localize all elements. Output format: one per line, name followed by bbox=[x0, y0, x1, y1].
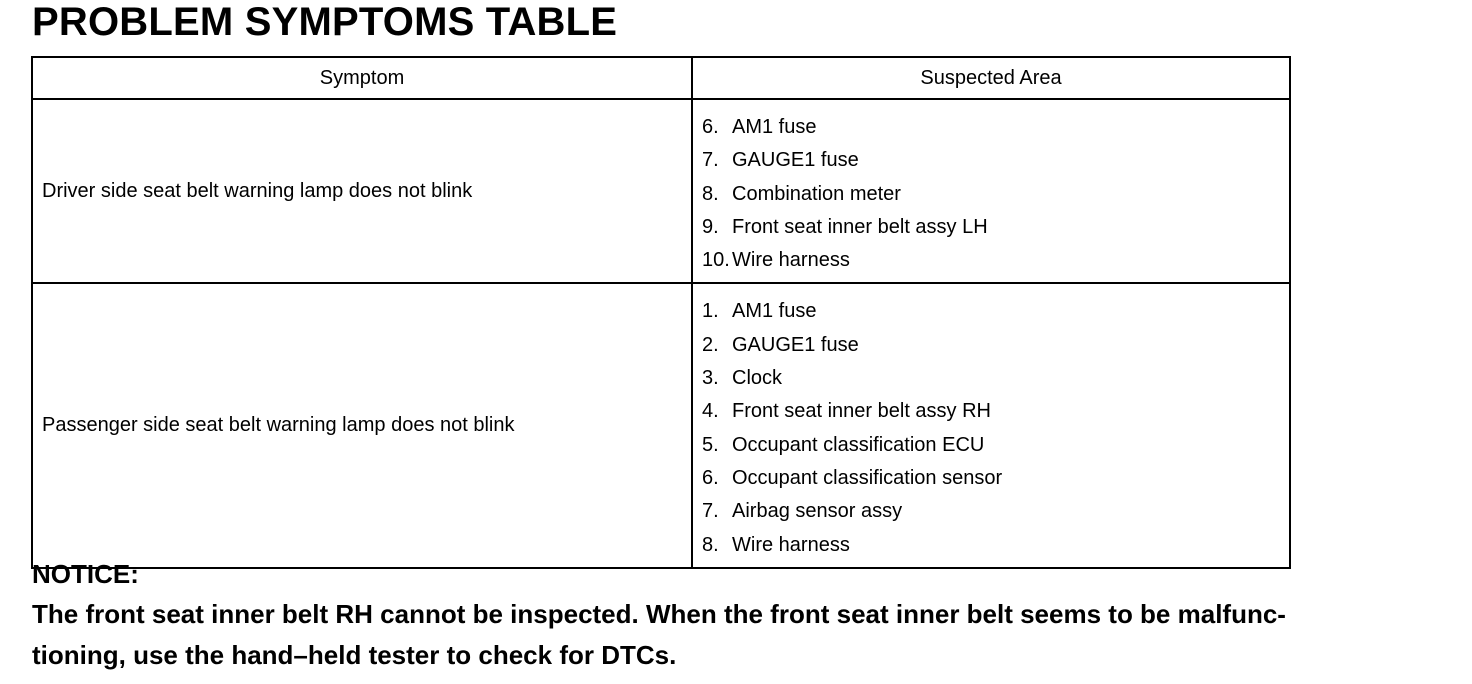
item-number: 6. bbox=[702, 116, 719, 138]
item-text: Clock bbox=[732, 367, 783, 390]
page-title: PROBLEM SYMPTOMS TABLE bbox=[32, 0, 618, 44]
list-item bbox=[702, 329, 1289, 362]
suspected-area-list bbox=[702, 111, 1289, 277]
list-item bbox=[702, 362, 1289, 395]
symptom-cell: Driver side seat belt warning lamp does not blink bbox=[32, 99, 692, 283]
item-number: 7. bbox=[702, 149, 719, 172]
notice-text bbox=[32, 594, 1472, 676]
item-number: 3. bbox=[702, 367, 719, 390]
suspected-area-list bbox=[702, 295, 1289, 561]
list-item bbox=[702, 429, 1289, 462]
list-item bbox=[702, 111, 1289, 144]
column-header-suspected-area: Suspected Area bbox=[692, 57, 1290, 99]
suspected-area-cell bbox=[692, 99, 1290, 283]
item-text: Wire harness bbox=[732, 249, 850, 272]
list-item bbox=[702, 211, 1289, 244]
suspected-area-cell bbox=[692, 283, 1290, 567]
item-text: GAUGE1 fuse bbox=[732, 333, 859, 356]
column-header-symptom: Symptom bbox=[32, 57, 692, 99]
item-number: 1. bbox=[702, 300, 719, 323]
item-number: 8. bbox=[702, 533, 719, 556]
problem-symptoms-table bbox=[31, 56, 1291, 569]
item-number: 9. bbox=[702, 215, 719, 238]
item-number: 4. bbox=[702, 400, 719, 423]
item-number: 2. bbox=[702, 333, 719, 356]
notice-line-1: The front seat inner belt RH cannot be inspected. When the front seat inner belt seems to be malfunc- bbox=[32, 599, 1286, 629]
table-row bbox=[32, 283, 1290, 567]
item-text: Airbag sensor assy bbox=[732, 500, 903, 523]
item-text: Wire harness bbox=[732, 533, 850, 556]
list-item bbox=[702, 462, 1289, 495]
item-text: Front seat inner belt assy LH bbox=[732, 215, 988, 238]
item-text: Occupant classification ECU bbox=[732, 433, 985, 456]
table-row bbox=[32, 99, 1290, 283]
notice-heading: NOTICE: bbox=[32, 559, 139, 589]
item-number: 5. bbox=[702, 433, 719, 456]
item-text: AM1 fuse bbox=[732, 300, 817, 323]
list-item bbox=[702, 244, 1289, 277]
item-text: Front seat inner belt assy RH bbox=[732, 400, 991, 423]
symptom-cell: Passenger side seat belt warning lamp does not blink bbox=[32, 283, 692, 567]
list-item bbox=[702, 495, 1289, 528]
item-number: 10. bbox=[702, 249, 730, 272]
list-item bbox=[702, 178, 1289, 211]
table-header-row bbox=[32, 57, 1290, 99]
list-item bbox=[702, 395, 1289, 428]
list-item bbox=[702, 144, 1289, 177]
item-number: 6. bbox=[702, 466, 719, 489]
list-item bbox=[702, 295, 1289, 328]
item-text: Combination meter bbox=[732, 182, 901, 205]
item-number: 7. bbox=[702, 500, 719, 523]
item-text: Occupant classification sensor bbox=[732, 466, 1003, 489]
item-text: GAUGE1 fuse bbox=[732, 149, 859, 172]
notice-line-2: tioning, use the hand–held tester to check for DTCs. bbox=[32, 640, 677, 670]
item-number: 8. bbox=[702, 182, 719, 205]
list-item bbox=[702, 529, 1289, 562]
item-text: AM1 fuse bbox=[732, 116, 817, 138]
